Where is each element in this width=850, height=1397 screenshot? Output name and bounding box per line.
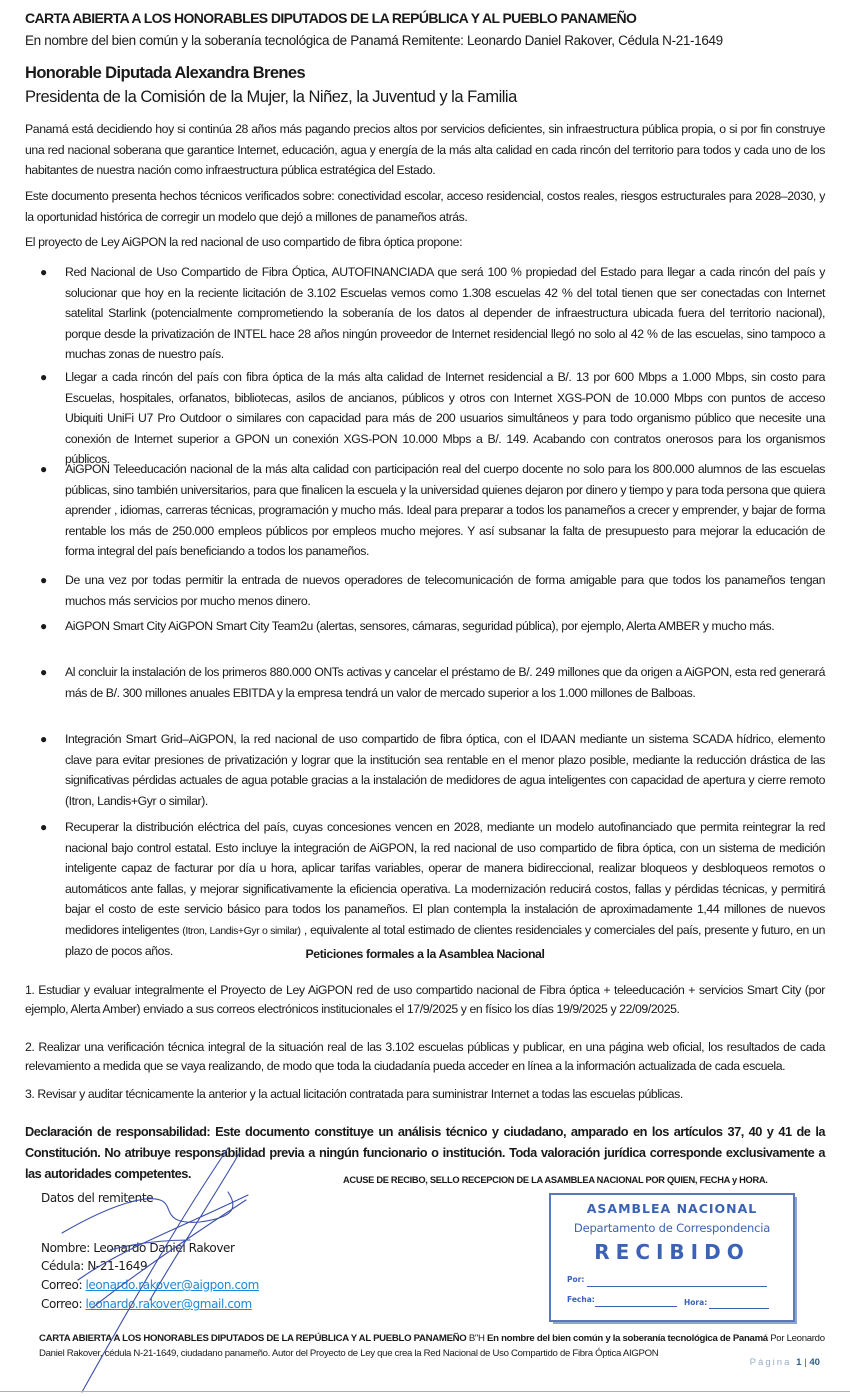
sender-email-row — [41, 1297, 252, 1311]
intro-paragraph-3: El proyecto de Ley AiGPON la red nacional de uso compartido de fibra óptica propone: — [25, 235, 463, 249]
bullet-icon: ● — [40, 370, 47, 384]
petition-item: 1. Estudiar y evaluar integralmente el Proyecto de Ley AiGPON red de uso compartido nacional de Fibra óptica + teleeducación + servicios Smart City (por ejemplo, Alerta Amber) enviado a sus correos electrónicos institucionales el 17/9/2025 y en físico los días 19/9/2025 y 22/09/2025. — [25, 983, 825, 1016]
footer-title: CARTA ABIERTA A LOS HONORABLES DIPUTADOS DE LA REPÚBLICA Y AL PUEBLO PANAMEÑO — [39, 1333, 467, 1344]
bullet-icon: ● — [40, 619, 47, 633]
sender-id-row — [41, 1259, 147, 1273]
bullet-icon: ● — [40, 665, 47, 679]
intro-paragraph-2: Este documento presenta hechos técnicos verificados sobre: conectividad escolar, acceso residencial, costos reales, riesgos estructurales para 2028–2030, y la oportunidad histórica de corregir un modelo que dejó a millones de panameños atrás. — [25, 189, 825, 224]
list-item — [40, 662, 825, 703]
sender-name-row — [41, 1241, 235, 1255]
bullet-icon: ● — [40, 462, 47, 476]
sender-name-label: Nombre: — [41, 1241, 94, 1255]
list-item — [40, 367, 825, 470]
stamp-hora-line — [709, 1308, 769, 1309]
page-total: 40 — [809, 1357, 820, 1368]
letter-subtitle: En nombre del bien común y la soberanía tecnológica de Panamá Remitente: Leonardo Daniel Rakover, Cédula N-21-1649 — [25, 33, 723, 48]
list-item — [40, 729, 825, 811]
list-item-text: De una vez por todas permitir la entrada de nuevos operadores de telecomunicación de forma amigable para que todos los panameños tengan muchos más servicios por mucho menos dinero. — [65, 573, 825, 608]
bullet-icon: ● — [40, 732, 47, 746]
sender-email-label: Correo: — [41, 1278, 86, 1292]
list-item — [40, 616, 825, 637]
stamp-department: Departamento de Correspondencia — [573, 1221, 771, 1235]
declaration-of-responsibility: Declaración de responsabilidad: Este documento constituye un análisis técnico y ciudadano, amparado en los artículos 37, 40 y 41 de la Constitución. No atribuye responsabilidad previa a ningún funcionario o institución. Toda valoración jurídica corresponde exclusivamente a las autoridades competentes. — [25, 1124, 825, 1181]
bullet-icon: ● — [40, 265, 47, 279]
page-footer — [39, 1331, 829, 1361]
footer-bh: B"H — [466, 1333, 488, 1344]
sender-id-label: Cédula: — [41, 1259, 88, 1273]
page-current: 1 — [796, 1357, 802, 1368]
stamp-fecha-label: Fecha: — [567, 1295, 595, 1304]
footer-author: Por Leonardo Daniel Rakover, cédula N-21-1649, ciudadano panameño. Autor del Proyecto de Ley que crea la Red Nacional de Uso Compartido de Fibra Óptica AIGPON — [39, 1333, 825, 1359]
list-item — [40, 459, 825, 562]
list-item-text: Al concluir la instalación de los primeros 880.000 ONTs activas y cancelar el préstamo de B/. 249 millones que da origen a AiGPON, esta red generará más de B/. 300 millones anuales EBITDA y la empresa tendrá un valor de mercado superior a los 1.000 millones de Balboas. — [65, 665, 825, 700]
petition-item: 2. Realizar una verificación técnica integral de la situación real de las 3.102 escuelas públicas y publicar, en una página web oficial, los resultados de cada relevamiento a medida que se vaya realizando, de modo que toda la ciudadanía pueda acceder en línea a la información actualizada de cada escuela. — [25, 1040, 825, 1073]
petitions-title: Peticiones formales a la Asamblea Nacional — [305, 947, 545, 961]
list-item-text: AiGPON Smart City AiGPON Smart City Team2u (alertas, sensores, cámaras, seguridad pública), por ejemplo, Alerta AMBER y mucho más. — [65, 619, 775, 633]
sender-email-link[interactable]: leonardo.rakover@aigpon.com — [85, 1278, 259, 1292]
reception-stamp — [549, 1193, 795, 1322]
receipt-acknowledgement-label: ACUSE DE RECIBO, SELLO RECEPCION DE LA ASAMBLEA NACIONAL POR QUIEN, FECHA y HORA. — [343, 1175, 768, 1185]
letter-title: CARTA ABIERTA A LOS HONORABLES DIPUTADOS DE LA REPÚBLICA Y AL PUEBLO PANAMEÑO — [25, 10, 637, 26]
list-item — [40, 570, 825, 611]
stamp-por-line — [587, 1286, 767, 1287]
list-item-text: Recuperar la distribución eléctrica del país, cuyas concesiones vencen en 2028, mediante un modelo autofinanciado que permita reintegrar la red nacional bajo control estatal. Esto incluye la integración de AiGPON, la red nacional de uso compartido de fibra óptica, con un sistema de medición inteligente capaz de facturar por día u hora, aplicar tarifas variables, operar de manera bidireccional, realizar bloqueos y desbloqueos remotos o automáticos ante fallas, y mejorar significativamente la eficiencia operativa. La modernización reducirá costos, fallas y pérdidas técnicas, y permitirá bajar el costo de este servicio básico para todos los panameños. El plan contempla la instalación de aproximadamente 1,44 millones de nuevos medidores inteligentes — [65, 820, 825, 937]
list-item-text-tail: , equivalente al total estimado de clientes residenciales y comerciales del país, presente y futuro, en un plazo de pocos años. — [65, 922, 825, 958]
page-number — [750, 1357, 820, 1368]
stamp-received: RECIBIDO — [594, 1240, 750, 1264]
intro-paragraph-1: Panamá está decidiendo hoy si continúa 28 años más pagando precios altos por servicios deficientes, sin infraestructura pública propia, o si por fin construye una red nacional soberana que garantice Internet, educación, agua y energía de la más alta calidad en cada rincón del territorio para todos y cada uno de los habitantes de nuestra nación como infraestructura pública estratégica del Estado. — [25, 122, 825, 177]
stamp-por-label: Por: — [567, 1275, 585, 1284]
list-item-text: Integración Smart Grid–AiGPON, la red nacional de uso compartido de fibra óptica, con el IDAAN mediante un sistema SCADA hídrico, elemento clave para evitar presiones de privatización y lograr que la institución sea rentable en el menor plazo posible, mediante la reducción drástica de las significativas pérdidas actuales de agua potable gracias a la instalación de medidores de agua inteligentes con capacidad de apertura y cierre remoto (Itron, Landis+Gyr o similar). — [65, 732, 825, 808]
addressee-name: Honorable Diputada Alexandra Brenes — [25, 64, 306, 82]
petition-item: 3. Revisar y auditar técnicamente la anterior y la actual licitación contratada para suministrar Internet a todas las escuelas públicas. — [25, 1087, 683, 1101]
page-label: Página — [749, 1357, 792, 1368]
sender-email-label: Correo: — [41, 1297, 86, 1311]
list-item — [40, 262, 825, 365]
bullet-icon: ● — [40, 820, 47, 834]
list-item-text: Llegar a cada rincón del país con fibra óptica de la más alta calidad de Internet residencial a B/. 13 por 600 Mbps a 1.000 Mbps, sin costo para Escuelas, hospitales, orfanatos, bibliotecas, asilos de ancianos, públicos y otros con Internet XGS-PON de 10.000 Mbps con puntos de acceso Ubiquiti UniFi U7 Pro Outdoor o similares con capacidad para más de 200 usuarios simultáneos y para todo organismo público que necesite una conexión de Internet superior a GPON un conexión XGS-PON 10.000 Mbps a B/. 149. Acabando con contratos onerosos para los organismos públicos. — [65, 370, 825, 466]
page-separator: | — [801, 1357, 810, 1368]
stamp-hora-label: Hora: — [684, 1298, 708, 1307]
list-item-text: AiGPON Teleeducación nacional de la más alta calidad con participación real del cuerpo docente no solo para los 800.000 alumnos de las escuelas públicas, sino también universitarios, para que finalicen la escuela y la universidad quienes dejaron por dinero y tiempo y para toda persona que quiera aprender , idiomas, carreras técnicas, programación y mucho más. Ideal para preparar a todos los panameños a crecer y emprender, y bajar de forma rentable los más de 250.000 empleos públicos por empleos mucho mejores. Y así subsanar la falta de presupuesto para mejorar la educación de forma integral del país beneficiando a todos los panameños. — [65, 462, 825, 558]
bullet-icon: ● — [40, 573, 47, 587]
list-item-small-text: (Itron, Landis+Gyr o similar) — [182, 924, 301, 937]
stamp-fecha-line — [595, 1306, 677, 1307]
sender-id: N-21-1649 — [87, 1259, 148, 1273]
list-item — [40, 817, 825, 962]
sender-email-link[interactable]: leonardo.rakover@gmail.com — [85, 1297, 252, 1311]
footer-subtitle: En nombre del bien común y la soberanía tecnológica de Panamá — [487, 1333, 768, 1344]
page-bottom-rule — [0, 1391, 850, 1392]
sender-email-row — [41, 1278, 259, 1292]
sender-heading: Datos del remitente — [41, 1191, 154, 1205]
stamp-institution: ASAMBLEA NACIONAL — [586, 1201, 758, 1216]
list-item-text: Red Nacional de Uso Compartido de Fibra Óptica, AUTOFINANCIADA que será 100 % propiedad del Estado para llegar a cada rincón del país y solucionar que hoy en la reciente licitación de 3.102 Escuelas vemos como 1.308 escuelas 42 % del total tienen que ser conectadas con Internet satelital Starlink (potencialmente comprometiendo la soberanía de los datos al depender de infraestructura ubicada fuera del territorio nacional), porque desde la privatización de INTEL hace 28 años ningún proveedor de Internet residencial llegó no solo al 42 % de las escuelas, sino tampoco a muchas zonas de nuestro país. — [65, 265, 825, 361]
addressee-role: Presidenta de la Comisión de la Mujer, la Niñez, la Juventud y la Familia — [25, 88, 517, 106]
sender-name: Leonardo Daniel Rakover — [93, 1241, 235, 1255]
